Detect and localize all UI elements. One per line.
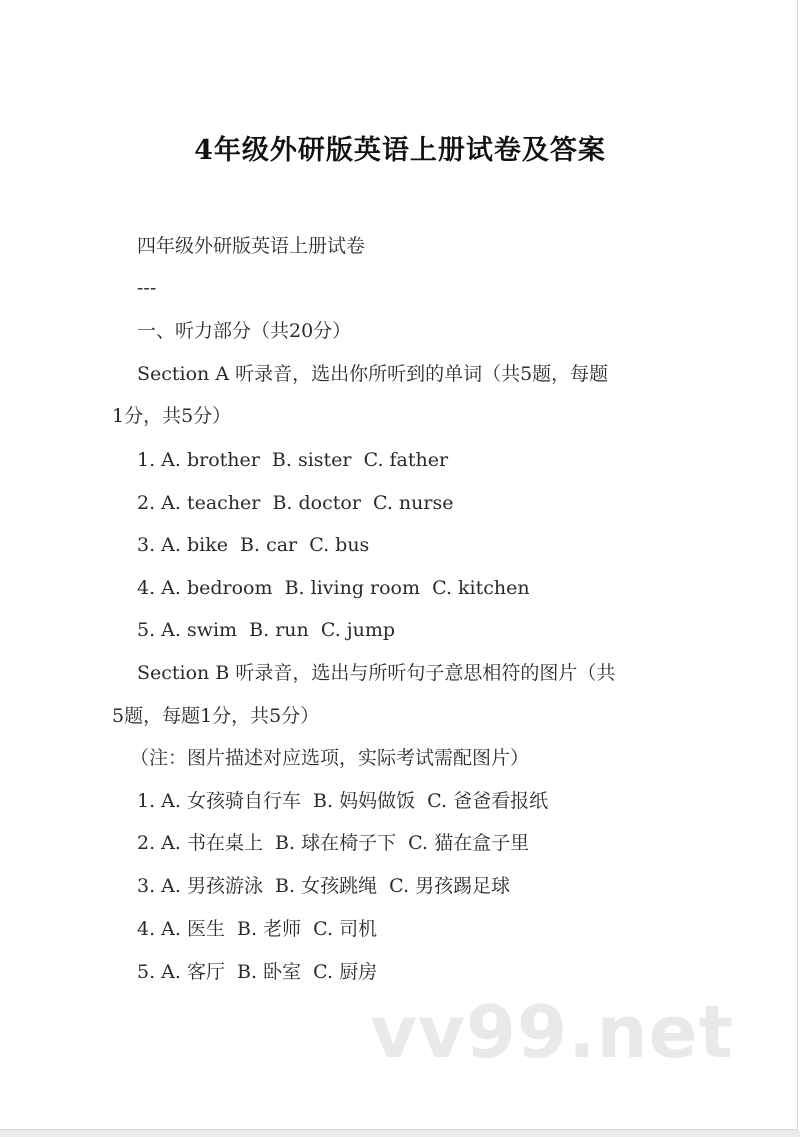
- section-separator: ---: [137, 277, 157, 299]
- section-b-question-2: 2. A. 书在桌上 B. 球在椅子下 C. 猫在盒子里: [137, 832, 530, 854]
- section-a-question-3: 3. A. bike B. car C. bus: [137, 534, 370, 556]
- document-title: 4年级外研版英语上册试卷及答案: [194, 135, 606, 166]
- section-a-instruction-line1: Section A 听录音，选出你所听到的单词（共5题，每题: [137, 363, 609, 385]
- section-b-instruction-line2: 5题，每题1分，共5分）: [112, 705, 320, 727]
- section-a-question-4: 4. A. bedroom B. living room C. kitchen: [137, 577, 530, 599]
- part1-heading: 一、听力部分（共20分）: [137, 320, 352, 342]
- section-b-question-4: 4. A. 医生 B. 老师 C. 司机: [137, 918, 378, 940]
- document-subtitle: 四年级外研版英语上册试卷: [137, 235, 366, 257]
- section-a-question-5: 5. A. swim B. run C. jump: [137, 619, 396, 641]
- section-b-note: （注：图片描述对应选项，实际考试需配图片）: [130, 747, 530, 769]
- section-b-question-1: 1. A. 女孩骑自行车 B. 妈妈做饭 C. 爸爸看报纸: [137, 790, 549, 812]
- section-b-question-5: 5. A. 客厅 B. 卧室 C. 厨房: [137, 961, 378, 983]
- section-a-question-1: 1. A. brother B. sister C. father: [137, 449, 449, 471]
- watermark-text: vv99.net: [370, 990, 734, 1074]
- section-b-question-3: 3. A. 男孩游泳 B. 女孩跳绳 C. 男孩踢足球: [137, 875, 511, 897]
- viewer-bottom-edge: [0, 1130, 800, 1137]
- section-a-instruction-line2: 1分，共5分）: [112, 405, 232, 427]
- section-a-question-2: 2. A. teacher B. doctor C. nurse: [137, 492, 454, 514]
- section-b-instruction-line1: Section B 听录音，选出与所听句子意思相符的图片（共: [137, 662, 616, 684]
